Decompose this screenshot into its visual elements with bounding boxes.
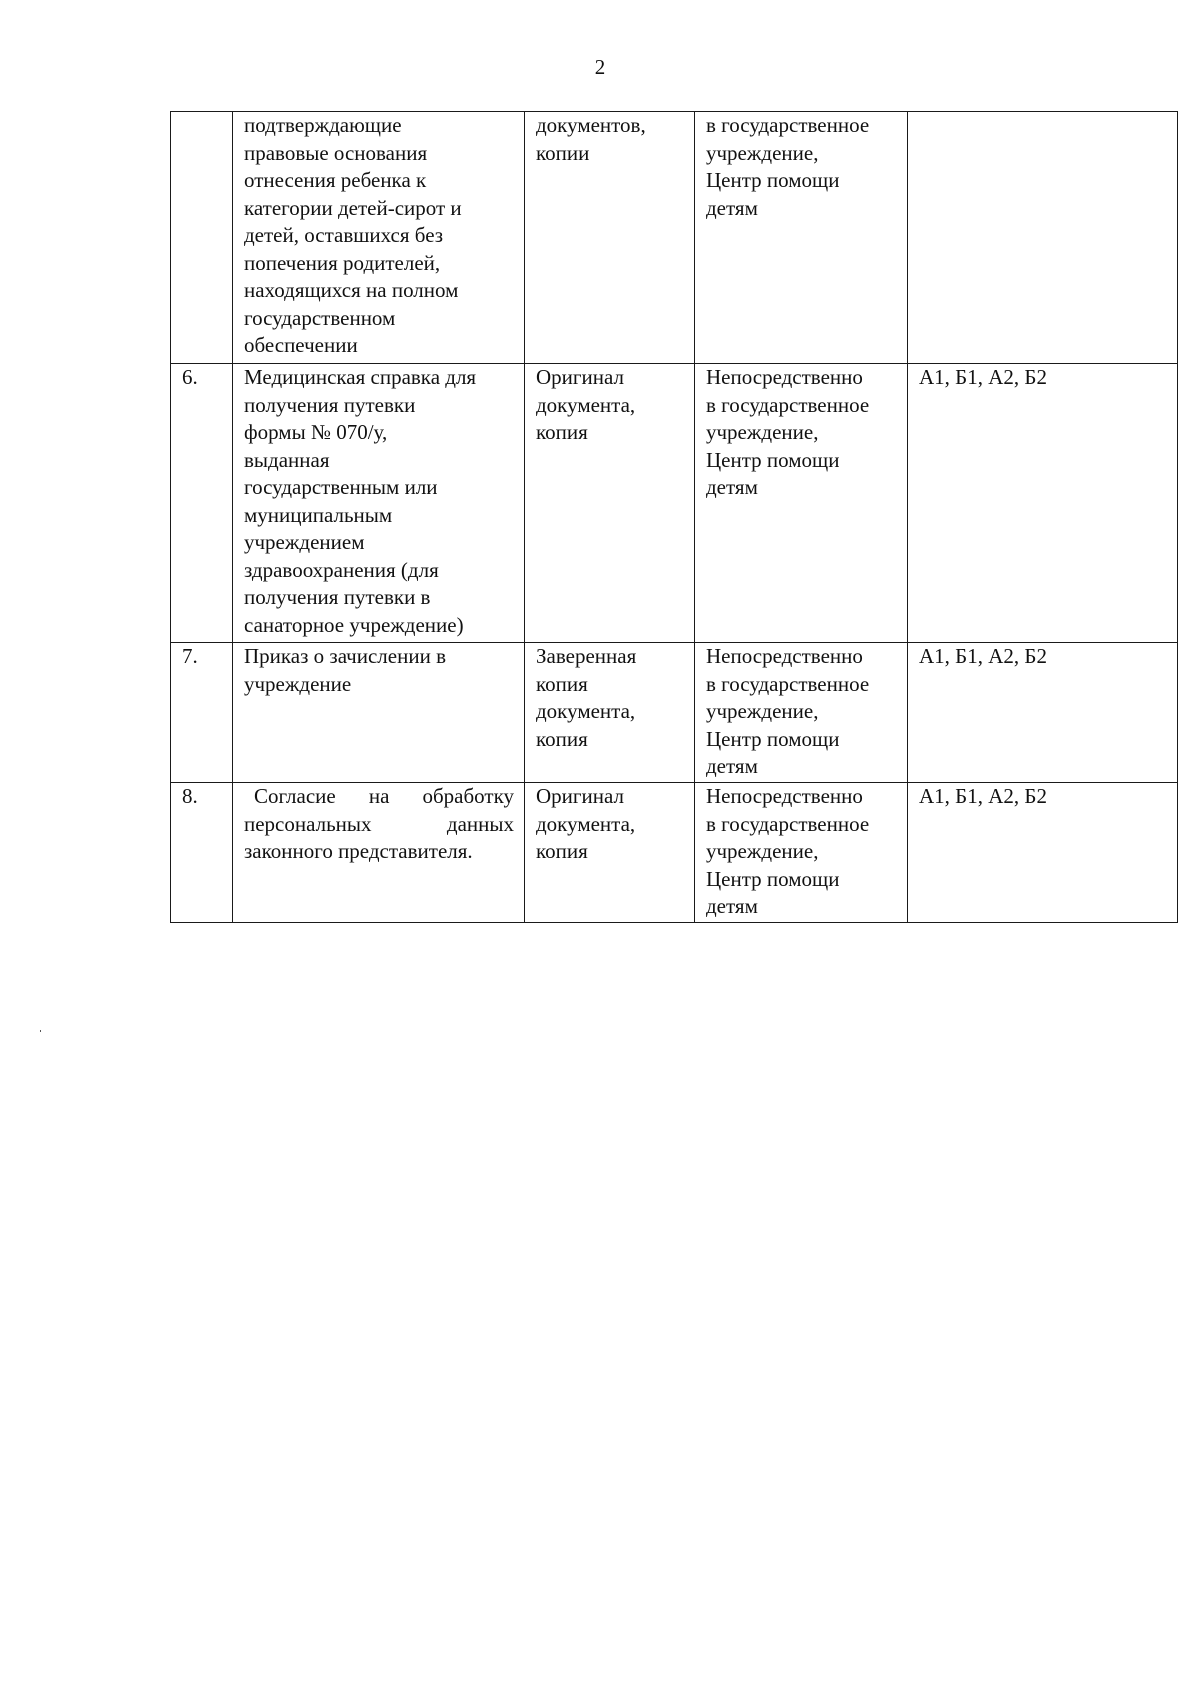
row-number-cell: 6. (171, 364, 233, 643)
document-name-cell (233, 364, 525, 643)
scan-speck (40, 1030, 41, 1032)
text-line: копия (536, 726, 588, 751)
text-line: Медицинская справка для (244, 365, 477, 389)
text-line: государственным или (244, 475, 438, 499)
text-line: попечения родителей, (244, 250, 441, 275)
text-line: учреждение, (706, 140, 819, 165)
submission-place-cell (695, 364, 908, 643)
text-line: Непосредственно (706, 365, 863, 389)
row-number-cell (171, 112, 233, 364)
document-name-cell (233, 643, 525, 783)
text-line: категории детей-сирот и (244, 195, 462, 220)
table-row (171, 783, 1178, 923)
document-form-cell (525, 112, 695, 364)
text-line: документов, (536, 113, 646, 137)
category-cell: А1, Б1, А2, Б2 (908, 364, 1178, 643)
text-line: получения путевки в (244, 585, 431, 609)
text-line: в государственное (706, 392, 870, 417)
category-cell (908, 112, 1178, 364)
text-line: Центр помощи (706, 168, 840, 192)
text-line: в государственное (706, 113, 870, 137)
text-line: документа, (536, 699, 636, 723)
text-line: учреждением (244, 530, 365, 554)
table-row (171, 364, 1178, 643)
text-line: персональных данных (244, 811, 514, 836)
text-line: учреждение, (706, 699, 819, 723)
text-line: Центр помощи (706, 866, 840, 891)
document-name-cell (233, 783, 525, 923)
text-line: детям (706, 475, 758, 499)
text-line: учреждение (244, 671, 352, 696)
text-line: формы № 070/у, (244, 420, 388, 444)
text-line: государственном (244, 305, 396, 330)
text-line: в государственное (706, 671, 870, 696)
document-form-cell (525, 783, 695, 923)
category-cell: А1, Б1, А2, Б2 (908, 643, 1178, 783)
documents-table (170, 111, 1178, 923)
submission-place-cell (695, 112, 908, 364)
text-line: копия (536, 420, 588, 444)
text-line: Приказ о зачислении в (244, 644, 446, 668)
text-line: Согласие на обработку (254, 784, 514, 808)
text-line: здравоохранения (для (244, 557, 439, 582)
text-line: учреждение, (706, 839, 819, 863)
text-line: отнесения ребенка к (244, 168, 427, 192)
text-line: санаторное учреждение) (244, 612, 464, 637)
text-line: учреждение, (706, 420, 819, 444)
text-line: копия (536, 839, 588, 863)
text-line: Оригинал (536, 784, 624, 808)
document-form-cell (525, 643, 695, 783)
document-form-cell (525, 364, 695, 643)
text-line: Центр помощи (706, 726, 840, 751)
text-line: Центр помощи (706, 447, 840, 472)
text-line: детям (706, 195, 758, 220)
text-line: детей, оставшихся без (244, 223, 444, 247)
text-line: в государственное (706, 811, 870, 836)
text-line: получения путевки (244, 392, 416, 417)
text-line: подтверждающие (244, 113, 402, 137)
submission-place-cell (695, 783, 908, 923)
text-line: находящихся на полном (244, 278, 459, 302)
text-line: детям (706, 894, 758, 918)
text-line: документа, (536, 811, 636, 836)
text-line: копия (536, 671, 588, 696)
table-row (171, 112, 1178, 364)
text-line: документа, (536, 392, 636, 417)
submission-place-cell (695, 643, 908, 783)
text-line: законного представителя. (244, 839, 473, 863)
text-line: Оригинал (536, 365, 624, 389)
text-line: обеспечении (244, 333, 358, 357)
text-line: Заверенная (536, 644, 637, 668)
text-line: Непосредственно (706, 784, 863, 808)
row-number-cell: 8. (171, 783, 233, 923)
document-name-cell (233, 112, 525, 364)
text-line: выданная (244, 447, 330, 472)
table-row (171, 643, 1178, 783)
text-line: детям (706, 754, 758, 778)
row-number-cell: 7. (171, 643, 233, 783)
text-line: правовые основания (244, 140, 428, 165)
page-number: 2 (594, 55, 606, 79)
text-line: копии (536, 140, 590, 165)
text-line: Непосредственно (706, 644, 863, 668)
category-cell: А1, Б1, А2, Б2 (908, 783, 1178, 923)
text-line: муниципальным (244, 502, 393, 527)
